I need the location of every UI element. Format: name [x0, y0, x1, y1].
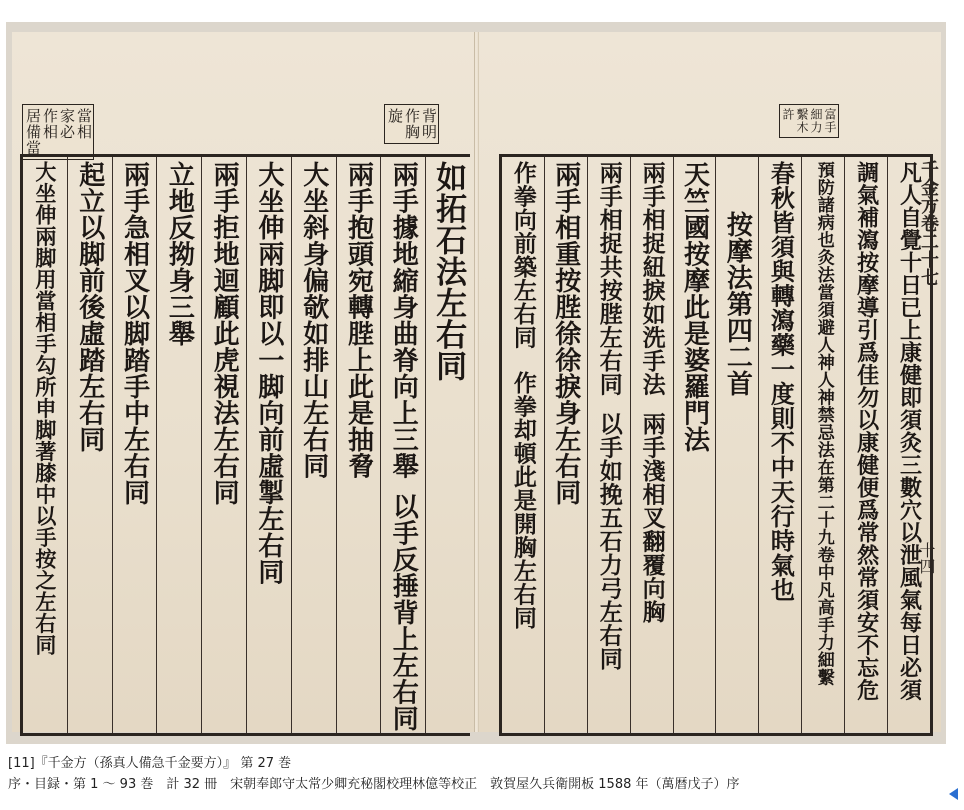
left-page: [12, 32, 475, 732]
prev-arrow-icon[interactable]: [949, 788, 958, 800]
right-head-label: [779, 104, 839, 138]
column-text: 作拳向前築左右同: [509, 161, 537, 349]
text-column: [844, 157, 887, 733]
left-columns: [23, 157, 470, 733]
head-label-col: 許: [781, 108, 795, 121]
text-column: [715, 157, 758, 733]
column-text: 兩手據地縮身曲脊向上三舉: [388, 161, 419, 479]
column-text-lower: 以手反捶背上左右同: [388, 493, 419, 732]
head-label-col: 背明: [420, 108, 438, 140]
right-text-frame: [499, 154, 933, 736]
text-column: [23, 157, 67, 733]
right-page: [478, 32, 941, 732]
text-column: [630, 157, 673, 733]
text-column: [425, 157, 470, 733]
column-text: 立地反拗身三舉: [164, 161, 195, 347]
text-column: [201, 157, 246, 733]
text-column: [673, 157, 716, 733]
head-label-col: 繫木: [795, 108, 809, 134]
head-label-col: 作胸: [403, 108, 421, 140]
column-text: 大坐伸兩脚即以一脚向前虛掣左右同: [253, 161, 284, 585]
head-label-col: 居備當: [24, 108, 42, 156]
column-text: 大坐伸兩脚用當相手勾所申脚著膝中以手按之左右同: [32, 161, 58, 656]
text-column: [801, 157, 844, 733]
column-text-lower: 以手如挽五石力弓左右同: [595, 412, 623, 671]
caption-title: [11]『千金方（孫真人備急千金要方）』 第 27 巻: [8, 756, 292, 771]
page-number: 十四: [917, 542, 936, 574]
left-head-label-1: [384, 104, 439, 144]
column-text: 兩手相捉紐捩如洗手法: [638, 161, 666, 396]
section-heading: 按摩法第四二首: [722, 211, 753, 397]
text-column: [544, 157, 587, 733]
column-text-lower: 兩手淺相叉翻覆向胸: [638, 412, 666, 624]
text-column: [502, 157, 544, 733]
column-text: 兩手相重按䏶徐徐捩身左右同: [550, 161, 581, 506]
column-text: 大坐斜身偏欹如排山左右同: [298, 161, 329, 479]
text-column: [336, 157, 381, 733]
head-label-col: 作相: [41, 108, 59, 140]
left-head-label-2: [22, 104, 94, 160]
column-text: 凡人自覺十日已上康健即須灸三數穴以泄風氣每日必須: [896, 161, 923, 701]
right-columns: [502, 157, 930, 733]
column-text: 春秋皆須與轉瀉藥一度則不中天行時氣也: [766, 161, 796, 602]
column-text: 兩手急相叉以脚踏手中左右同: [119, 161, 150, 506]
text-column: [758, 157, 801, 733]
left-text-frame: [20, 154, 470, 736]
book-photo: [6, 22, 946, 744]
text-column: [156, 157, 201, 733]
text-column: [246, 157, 291, 733]
column-text: 預防諸病也灸法當須避人神人神禁忌法在第二十九卷中凡高手力細繫: [813, 161, 834, 686]
margin-title: 千金方卷二十七: [918, 160, 939, 286]
column-text: 起立以脚前後虛踏左右同: [74, 161, 105, 453]
head-label-col: 細力: [809, 108, 823, 134]
column-text: 兩手抱頭宛轉䏶上此是抽脅: [343, 161, 374, 479]
text-column: [380, 157, 425, 733]
caption-details: 序・目録・第 1 ～ 93 巻 計 32 冊 宋朝奉郎守太常少卿充秘閣校理林億等校正 敦賀屋久兵衛開板 1588 年（萬暦戊子）序: [8, 777, 740, 792]
head-label-col: 旋: [386, 108, 404, 124]
column-text-lower: 作拳却頓此是開胸左右同: [509, 371, 537, 630]
head-label-col: 家必: [58, 108, 76, 140]
text-column: [67, 157, 112, 733]
column-text: 調氣補瀉按摩導引爲佳勿以康健便爲常然常須安不忘危: [853, 161, 880, 701]
column-text: 兩手拒地迴顧此虎視法左右同: [209, 161, 240, 506]
column-text: 如拓石法左右同: [430, 161, 467, 382]
head-label-col: 當相: [75, 108, 93, 140]
column-text: 天竺國按摩此是婆羅門法: [679, 161, 710, 453]
text-column: [887, 157, 930, 733]
text-column: [112, 157, 157, 733]
head-label-col: 富手: [823, 108, 837, 134]
column-text: 兩手相捉共按䏶左右同: [595, 161, 623, 396]
text-column: [291, 157, 336, 733]
text-column: [587, 157, 630, 733]
